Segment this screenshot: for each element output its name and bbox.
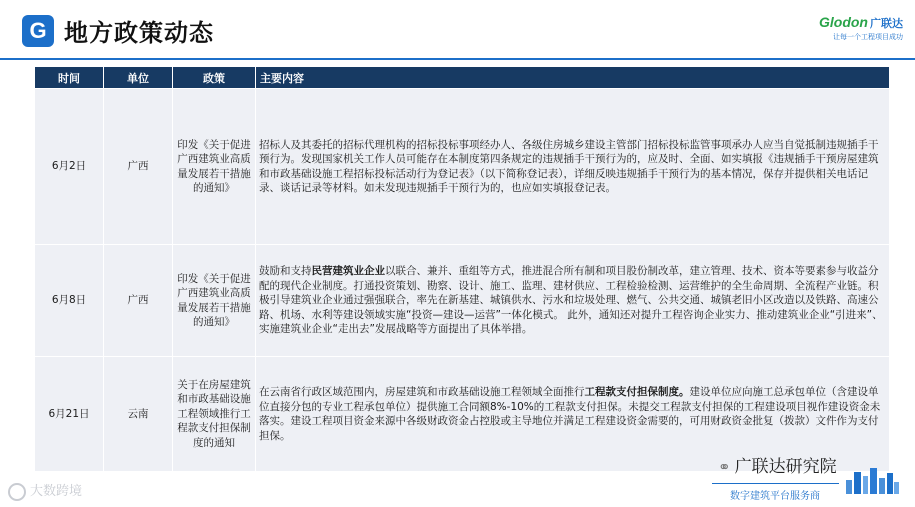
city-skyline-icon xyxy=(844,464,900,494)
cell-time: 6月21日 xyxy=(35,357,104,472)
brand-slogan: 让每一个工程项目成功 xyxy=(833,33,903,41)
content-highlight: 工程款支付担保制度。 xyxy=(584,386,690,398)
watermark-text: 大数跨境 xyxy=(30,484,83,499)
cell-policy: 印发《关于促进广西建筑业高质量发展若干措施的通知》 xyxy=(173,89,256,245)
brand-name: Glodon 广联达 xyxy=(819,14,903,30)
watermark-logo-icon xyxy=(8,483,26,501)
cell-unit: 广西 xyxy=(104,245,173,357)
column-header-policy: 政策 xyxy=(173,67,256,89)
cell-content: 招标人及其委托的招标代理机构的招标投标事项经办人、各级住房城乡建设主管部门招标投标监管事项承办人应当自觉抵制违规插手干预行为。发现国家机关工作人员可能存在本制度第四条规定的违规插手干预行为的，应及时、全面、如实填报《违规插手干预房屋建筑和市政基础设施工程招标投标活动行为登记表》（以下简称登记表），详细反映违规插手干预行为的基本情况，保存并提供相关电话记录、谈话记录等材料。如未发现违规插手干预行为的，也应如实填报登记表。 xyxy=(256,89,890,245)
policy-table xyxy=(34,66,890,472)
cell-unit: 广西 xyxy=(104,89,173,245)
content-text: 以联合、兼并、重组等方式，推进混合所有制和项目股份制改革，建立管理、技术、资本等要素参与收益分配的现代企业制度。打通投资策划、勘察、设计、施工、监理、建材供应、工程检验检测、运营维护的全生命周期、全流程产业链。积极引导建筑业企业通过强强联合，率先在新基建、城镇供水、污水和垃圾处理、燃气、公共交通、城镇老旧小区改造以及铁路、高速公路、机场、水利等建设领域实施“投资—建设—运营”一体化模式。 此外，通知还对提升工程咨询企业实力、推动建筑业企业“引进来”、实施建筑业企业“走出去”发展战略等方面提出了具体举措。 xyxy=(259,265,883,336)
glodon-logo-icon: G xyxy=(22,15,54,47)
brand-logo xyxy=(783,14,903,42)
table-row xyxy=(35,245,890,357)
table-header-row xyxy=(35,67,890,89)
column-header-time: 时间 xyxy=(35,67,104,89)
wechat-account-name: 广联达研究院 xyxy=(734,457,837,477)
footer-tagline: 数字建筑平台服务商 xyxy=(730,491,820,502)
wechat-account xyxy=(718,452,837,477)
footer-divider xyxy=(712,483,839,484)
content-text: 在云南省行政区域范围内，房屋建筑和市政基础设施工程领域全面推行 xyxy=(259,386,585,398)
cell-policy: 关于在房屋建筑和市政基础设施工程领域推行工程款支付担保制度的通知 xyxy=(173,357,256,472)
content-text: 鼓励和支持 xyxy=(259,265,312,278)
wechat-icon: ⚭ xyxy=(718,458,731,476)
cell-policy: 印发《关于促进广西建筑业高质量发展若干措施的通知》 xyxy=(173,245,256,357)
cell-time: 6月2日 xyxy=(35,89,104,245)
cell-content xyxy=(256,245,890,357)
content-highlight: 民营建筑业企业 xyxy=(311,265,385,278)
column-header-unit: 单位 xyxy=(104,67,173,89)
cell-time: 6月8日 xyxy=(35,245,104,357)
watermark xyxy=(8,480,82,501)
table-row xyxy=(35,89,890,245)
content-text: 建设单位应向施工总承包单位（含建设单位直接分包的专业工程承包单位）提供施工合同额8%-10%的工程款支付担保。未提交工程款支付担保的工程建设项目视作建设资金未落实。建设工程项目资金来源中各级财政资金占控股或主导地位并满足工程建设资金需要的，可用财政资金批复（拨款）文件作为支付担保。 xyxy=(259,386,881,442)
column-header-content: 主要内容 xyxy=(256,67,890,89)
page-title: 地方政策动态 xyxy=(64,19,214,47)
cell-unit: 云南 xyxy=(104,357,173,472)
header-divider xyxy=(0,58,915,60)
brand-name-cn: 广联达 xyxy=(870,18,903,30)
page-header xyxy=(0,0,915,60)
